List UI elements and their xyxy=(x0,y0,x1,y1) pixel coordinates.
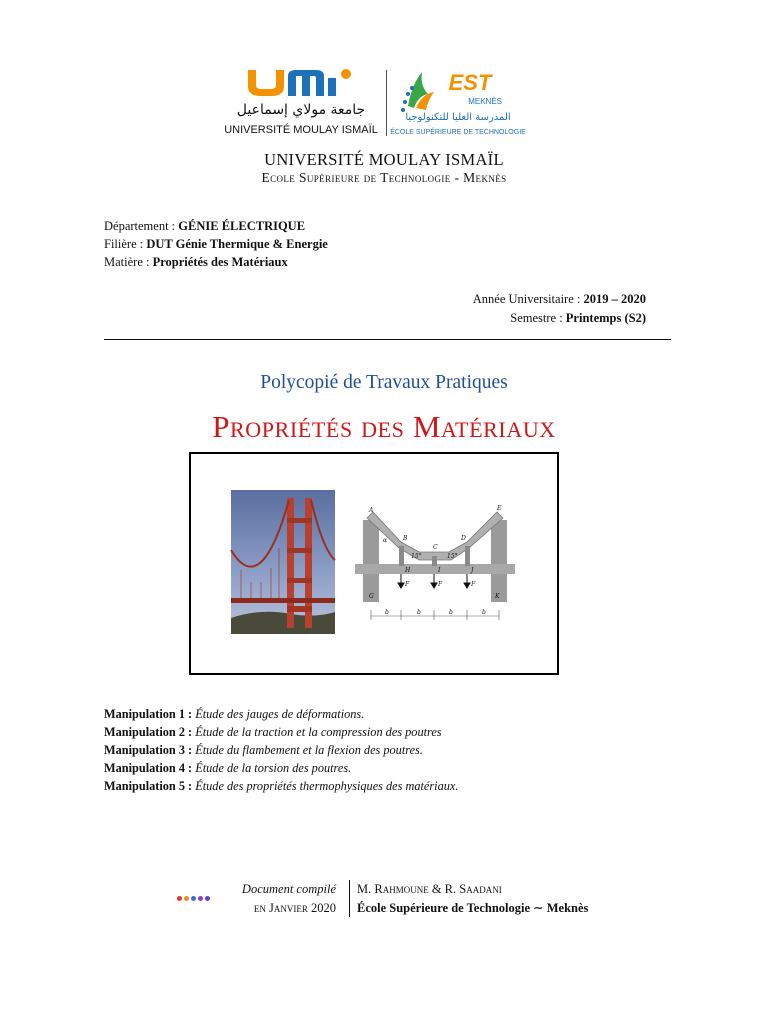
department-value: GÉNIE ÉLECTRIQUE xyxy=(178,219,306,233)
svg-text:F: F xyxy=(438,581,443,588)
manipulation-desc: Étude des propriétés thermophysiques des matériaux. xyxy=(195,779,459,793)
department-line xyxy=(104,219,305,234)
school-name: Ecole Supérieure de Technologie - Meknès xyxy=(261,170,507,185)
svg-text:J: J xyxy=(471,567,474,574)
footer-authors xyxy=(357,880,588,918)
footer-compiled xyxy=(212,880,336,918)
filiere-line xyxy=(104,237,328,252)
svg-text:b: b xyxy=(482,609,486,616)
semester-line xyxy=(510,311,646,326)
bridge-photo xyxy=(231,490,335,634)
manipulation-desc: Étude des jauges de déformations. xyxy=(195,707,365,721)
svg-text:E: E xyxy=(497,505,502,512)
manipulation-desc: Étude de la torsion des poutres. xyxy=(195,761,352,775)
footer-compiled-line2: en Janvier 2020 xyxy=(253,901,336,915)
svg-text:b: b xyxy=(385,609,389,616)
est-city: MEKNÈS xyxy=(468,97,502,106)
cover-figure xyxy=(189,452,559,675)
footer-authors-names: M. Rahmoune & R. Saadani xyxy=(357,882,502,896)
svg-text:A: A xyxy=(369,507,374,514)
manipulation-desc: Étude de la traction et la compression des poutres xyxy=(195,725,442,739)
est-logo xyxy=(390,64,526,142)
svg-text:C: C xyxy=(433,544,438,551)
filiere-value: DUT Génie Thermique & Energie xyxy=(146,237,328,251)
manipulation-item xyxy=(104,761,351,776)
svg-text:b: b xyxy=(417,609,421,616)
horizontal-rule xyxy=(104,339,671,340)
svg-text:F: F xyxy=(471,581,476,588)
academic-year-line xyxy=(473,292,646,307)
svg-text:F: F xyxy=(405,581,410,588)
manipulation-desc: Étude du flambement et la flexion des poutres. xyxy=(195,743,423,757)
document-subtitle: Polycopié de Travaux Pratiques xyxy=(260,372,508,393)
svg-text:B: B xyxy=(403,535,408,542)
svg-text:K: K xyxy=(495,593,500,600)
beam-diagram xyxy=(349,490,521,638)
manipulation-label: Manipulation 2 : xyxy=(104,725,196,739)
est-letters: EST xyxy=(448,70,492,95)
logo-divider xyxy=(386,70,387,136)
dot-icon xyxy=(205,896,210,901)
umi-name-text: UNIVERSITÉ MOULAY ISMAÏL xyxy=(224,124,378,136)
document-title: Propriétés des Matériaux xyxy=(212,409,556,444)
footer-school: École Supérieure de Technologie ∼ Meknès xyxy=(357,901,589,915)
manipulation-item xyxy=(104,743,423,758)
svg-text:15°: 15° xyxy=(447,553,458,560)
decorative-dots xyxy=(177,896,213,902)
matiere-line xyxy=(104,255,288,270)
svg-text:15°: 15° xyxy=(411,553,422,560)
manipulation-label: Manipulation 3 : xyxy=(104,743,196,757)
svg-text:α: α xyxy=(383,537,388,544)
svg-text:b: b xyxy=(449,609,453,616)
semester-label: Semestre : xyxy=(510,311,566,325)
manipulation-item xyxy=(104,707,364,722)
svg-text:H: H xyxy=(405,567,411,574)
manipulation-label: Manipulation 1 : xyxy=(104,707,196,721)
department-label: Département : xyxy=(104,219,179,233)
manipulation-item xyxy=(104,725,442,740)
svg-text:G: G xyxy=(369,593,374,600)
manipulation-label: Manipulation 4 : xyxy=(104,761,196,775)
footer-compiled-line1: Document compilé xyxy=(241,882,336,896)
academic-year-label: Année Universitaire : xyxy=(472,292,584,306)
dot-icon xyxy=(177,896,182,901)
umi-logo xyxy=(226,66,376,142)
filiere-label: Filière : xyxy=(104,237,147,251)
dot-icon xyxy=(191,896,196,901)
academic-year-value: 2019 – 2020 xyxy=(583,292,646,306)
university-name: UNIVERSITÉ MOULAY ISMAÏL xyxy=(264,150,504,169)
umi-arabic-text: جامعة مولاي إسماعيل xyxy=(236,102,366,118)
svg-text:D: D xyxy=(461,535,466,542)
footer-divider xyxy=(349,880,350,917)
manipulation-label: Manipulation 5 : xyxy=(104,779,196,793)
matiere-label: Matière : xyxy=(104,255,153,269)
dot-icon xyxy=(184,896,189,901)
dot-icon xyxy=(198,896,203,901)
semester-value: Printemps (S2) xyxy=(565,311,646,325)
est-name: ÉCOLE SUPÉRIEURE DE TECHNOLOGIE xyxy=(390,129,526,136)
matiere-value: Propriétés des Matériaux xyxy=(152,255,288,269)
manipulation-item xyxy=(104,779,458,794)
svg-text:I: I xyxy=(438,567,441,574)
est-arabic: المدرسة العليا للتكنولوجيا xyxy=(405,112,511,123)
